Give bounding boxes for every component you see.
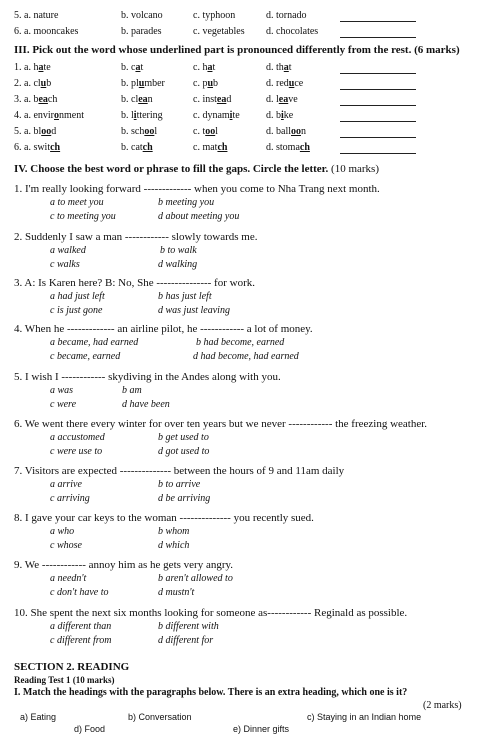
option-c[interactable]: c whose — [50, 540, 82, 551]
option-d[interactable]: d which — [158, 540, 190, 551]
option-underlined-part: a — [283, 62, 289, 73]
question-stem: 3. A: Is Karen here? B: No, She --------------- for work. — [14, 277, 255, 289]
question-stem: 8. I gave your car keys to the woman -------------- you recently sued. — [14, 512, 314, 524]
option-prefix: c. p — [193, 78, 208, 89]
option-c[interactable]: c became, earned — [50, 351, 121, 362]
option-underlined-part: o — [54, 110, 59, 121]
option-b[interactable]: b has just left — [158, 291, 212, 302]
option-prefix: c. t — [193, 126, 206, 137]
option-underlined-part: ch — [299, 142, 310, 153]
option-a[interactable]: a was — [50, 385, 74, 396]
row-5-c: c. typhoon — [193, 10, 236, 21]
question-stem: 10. She spent the next six months looking for someone as------------ Reginald as possible. — [14, 607, 408, 619]
option-underlined-part: i — [229, 110, 233, 121]
answer-line[interactable] — [340, 137, 416, 138]
option-suffix: d — [51, 126, 57, 137]
answer-line[interactable] — [340, 121, 416, 122]
option-suffix: ttering — [136, 110, 163, 121]
option-suffix: b — [213, 78, 219, 89]
section-3-option[interactable] — [121, 110, 163, 121]
option-prefix: d. stoma — [266, 142, 300, 153]
question-stem: 6. We went there every winter for over ten years but we never ------------ the freezing weather. — [14, 418, 428, 430]
option-prefix: d. th — [266, 62, 284, 73]
option-suffix: n — [301, 126, 306, 137]
option-underlined-part: u — [40, 78, 47, 89]
option-prefix: b. l — [121, 110, 134, 121]
section-3-option[interactable] — [266, 78, 303, 89]
option-suffix: ce — [294, 78, 304, 89]
option-suffix: te — [232, 110, 240, 121]
section-3-option[interactable] — [14, 126, 56, 137]
option-suffix: b — [46, 78, 52, 89]
option-suffix: t — [212, 62, 216, 73]
option-a[interactable]: a walked — [50, 245, 86, 256]
option-suffix: d — [226, 94, 232, 105]
section-3-option[interactable] — [266, 126, 306, 137]
reading-section-title: SECTION 2. READING — [14, 661, 130, 673]
option-c[interactable]: c is just gone — [50, 305, 103, 316]
row-6-a: 6. a. mooncakes — [14, 26, 79, 37]
option-prefix: 2. a. cl — [14, 78, 41, 89]
section-3-option[interactable] — [14, 110, 84, 121]
section-3-option[interactable] — [193, 110, 240, 121]
question-stem: 2. Suddenly I saw a man ------------ slowly towards me. — [14, 231, 258, 243]
option-d[interactable]: d be arriving — [158, 493, 211, 504]
option-prefix: d. l — [266, 94, 279, 105]
option-prefix: 1. a. h — [14, 62, 39, 73]
section-3-option[interactable] — [121, 126, 157, 137]
option-suffix: ve — [288, 94, 298, 105]
option-prefix: b. sch — [121, 126, 145, 137]
option-prefix: b. pl — [121, 78, 139, 89]
option-underlined-part: a — [135, 62, 141, 73]
option-suffix: te — [43, 62, 51, 73]
option-prefix: c. h — [193, 62, 208, 73]
option-underlined-part: u — [207, 78, 214, 89]
section-4-heading-bold: IV. Choose the best word or phrase to fill the gaps. Circle the letter. — [14, 163, 329, 175]
option-prefix: c. dynam — [193, 110, 230, 121]
option-b[interactable]: b meeting you — [158, 197, 215, 208]
option-d[interactable]: d about meeting you — [158, 211, 240, 222]
heading-option-a[interactable]: a) Eating — [20, 712, 57, 722]
heading-option-b[interactable]: b) Conversation — [128, 712, 192, 722]
option-c[interactable]: c were use to — [50, 446, 103, 457]
answer-line[interactable] — [340, 105, 416, 106]
option-underlined-part: ch — [50, 142, 61, 153]
row-6-b: b. parades — [121, 26, 162, 37]
section-3-option[interactable] — [193, 62, 215, 73]
option-prefix: c. mat — [193, 142, 218, 153]
option-suffix: l — [154, 126, 158, 137]
option-d[interactable]: d walking — [158, 259, 198, 270]
answer-line[interactable] — [340, 89, 416, 90]
section-3-option[interactable] — [121, 62, 143, 73]
section-3-option[interactable] — [193, 78, 218, 89]
section-3-option[interactable] — [266, 62, 292, 73]
option-prefix: b. c — [121, 62, 136, 73]
option-d[interactable]: d different for — [158, 635, 214, 646]
option-d[interactable]: d had become, had earned — [193, 351, 299, 362]
option-b[interactable]: b get used to — [158, 432, 209, 443]
section-3-option[interactable] — [121, 94, 153, 105]
option-a[interactable]: a arrive — [50, 479, 82, 490]
option-c[interactable]: c walks — [50, 259, 80, 270]
option-a[interactable]: a became, had earned — [50, 337, 139, 348]
option-b[interactable]: b aren't allowed to — [158, 573, 233, 584]
section-3-option[interactable] — [193, 142, 227, 153]
option-prefix: d. red — [266, 78, 289, 89]
option-b[interactable]: b had become, earned — [196, 337, 285, 348]
answer-line[interactable] — [340, 37, 416, 38]
option-underlined-part: ch — [217, 142, 228, 153]
option-b[interactable]: b whom — [158, 526, 190, 537]
option-d[interactable]: d was just leaving — [158, 305, 230, 316]
option-suffix: ch — [47, 94, 58, 105]
heading-option-d[interactable]: d) Food — [74, 724, 106, 734]
section-3-option[interactable] — [14, 62, 51, 73]
option-prefix: 4. a. envir — [14, 110, 54, 121]
option-suffix: n — [147, 94, 153, 105]
heading-option-c[interactable]: c) Staying in an Indian home — [307, 712, 422, 722]
row-5-d: d. tornado — [266, 10, 307, 21]
option-d[interactable]: d mustn't — [158, 587, 195, 598]
section-3-option[interactable] — [266, 94, 298, 105]
option-prefix: 5. a. bl — [14, 126, 42, 137]
reading-subtitle: Reading Test 1 (10 marks) — [14, 675, 115, 685]
option-suffix: mber — [144, 78, 165, 89]
option-prefix: b. cat — [121, 142, 143, 153]
option-underlined-part: oo — [291, 126, 301, 137]
answer-line[interactable] — [340, 153, 416, 154]
option-suffix: nment — [59, 110, 84, 121]
heading-option-e[interactable]: e) Dinner gifts — [233, 724, 290, 734]
option-a[interactable]: a different than — [50, 621, 112, 632]
option-c[interactable]: c arriving — [50, 493, 90, 504]
option-underlined-part: u — [138, 78, 145, 89]
option-a[interactable]: a who — [50, 526, 75, 537]
option-underlined-part: ea — [38, 94, 48, 105]
question-stem: 7. Visitors are expected -------------- between the hours of 9 and 11am daily — [14, 465, 345, 477]
answer-line[interactable] — [340, 21, 416, 22]
option-underlined-part: ea — [138, 94, 148, 105]
section-3-option[interactable] — [14, 142, 60, 153]
section-4-heading — [14, 163, 379, 175]
option-underlined-part: a — [38, 62, 44, 73]
option-underlined-part: a — [207, 62, 213, 73]
option-b[interactable]: b to arrive — [158, 479, 201, 490]
option-a[interactable]: a to meet you — [50, 197, 104, 208]
option-c[interactable]: c don't have to — [50, 587, 109, 598]
option-a[interactable]: a accustomed — [50, 432, 105, 443]
option-suffix: t — [140, 62, 144, 73]
option-underlined-part: i — [281, 110, 284, 121]
option-b[interactable]: b different with — [158, 621, 219, 632]
option-d[interactable]: d got used to — [158, 446, 210, 457]
option-underlined-part: ea — [216, 94, 227, 105]
answer-line[interactable] — [340, 73, 416, 74]
option-c[interactable]: c different from — [50, 635, 112, 646]
section-3-option[interactable] — [14, 78, 51, 89]
option-underlined-part: oo — [205, 126, 216, 137]
option-b[interactable]: b to walk — [160, 245, 197, 256]
option-prefix: b. cl — [121, 94, 139, 105]
option-underlined-part: ea — [278, 94, 289, 105]
option-d[interactable]: d have been — [122, 399, 170, 410]
option-prefix: d. ball — [266, 126, 291, 137]
question-stem: 5. I wish I ------------ skydiving in the Andes along with you. — [14, 371, 281, 383]
section-3-option[interactable] — [121, 142, 153, 153]
option-underlined-part: u — [288, 78, 295, 89]
section-3-option[interactable] — [193, 126, 218, 137]
reading-instruction: I. Match the headings with the paragraphs below. There is an extra heading, which one is it? — [14, 687, 408, 698]
row-5-a: 5. a. nature — [14, 10, 59, 21]
option-underlined-part: oo — [41, 126, 52, 137]
option-prefix: 3. a. b — [14, 94, 39, 105]
row-5-b: b. volcano — [121, 10, 163, 21]
row-6-c: c. vegetables — [193, 26, 245, 37]
option-c[interactable]: c were — [50, 399, 77, 410]
option-prefix: 6. a. swit — [14, 142, 51, 153]
option-underlined-part: oo — [144, 126, 155, 137]
question-stem: 9. We ------------ annoy him as he gets very angry. — [14, 559, 234, 571]
option-suffix: ke — [283, 110, 294, 121]
row-6-d: d. chocolates — [266, 26, 319, 37]
option-c[interactable]: c to meeting you — [50, 211, 116, 222]
question-stem: 4. When he ------------- an airline pilot, he ------------ a lot of money. — [14, 323, 313, 335]
option-b[interactable]: b am — [122, 385, 142, 396]
option-prefix: c. inst — [193, 94, 217, 105]
question-stem: 1. I'm really looking forward ------------- when you come to Nha Trang next month. — [14, 183, 380, 195]
section-4-heading-marks: (10 marks) — [328, 163, 380, 175]
option-suffix: l — [215, 126, 218, 137]
option-prefix: d. b — [266, 110, 281, 121]
option-underlined-part: ch — [142, 142, 153, 153]
option-a[interactable]: a had just left — [50, 291, 105, 302]
option-underlined-part: i — [133, 110, 137, 121]
reading-marks: (2 marks) — [423, 700, 462, 711]
section-3-option[interactable] — [266, 142, 310, 153]
section-3-heading-text: III. Pick out the word whose underlined part is pronounced differently from the rest. (6 marks) — [14, 44, 460, 56]
option-suffix: t — [288, 62, 292, 73]
section-3-option[interactable] — [121, 78, 165, 89]
section-3-option[interactable] — [14, 94, 57, 105]
section-3-heading — [14, 44, 460, 56]
option-a[interactable]: a needn't — [50, 573, 87, 584]
section-3-option[interactable] — [266, 110, 293, 121]
section-3-option[interactable] — [193, 94, 231, 105]
